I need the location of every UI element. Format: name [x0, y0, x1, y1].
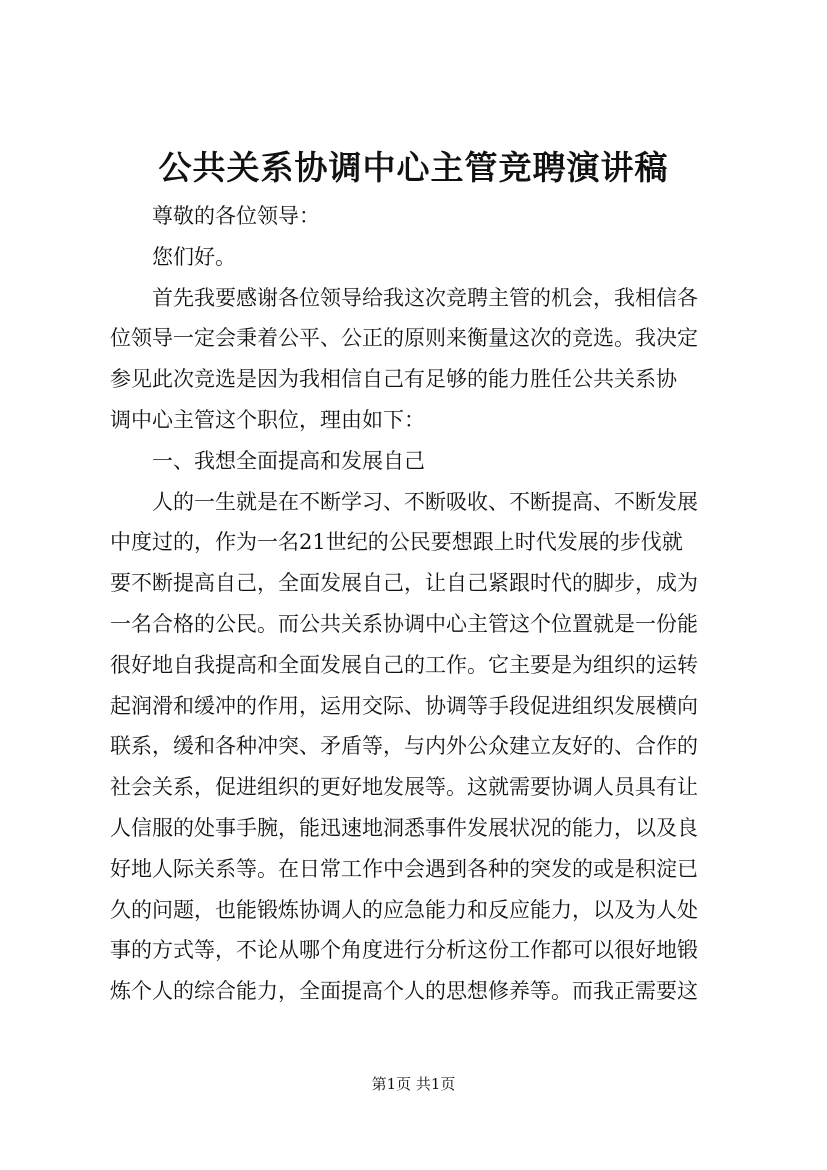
document-body	[110, 196, 722, 1012]
body-line: 尊敬的各位领导：	[152, 204, 320, 228]
section-heading: 一、我想全面提高和发展自己	[152, 448, 425, 473]
body-line: 位领导一定会秉着公平、公正的原则来衡量这次的竞选。我决定	[110, 326, 698, 351]
body-line: 联系，缓和各种冲突、矛盾等，与内外公众建立友好的、合作的	[110, 734, 698, 759]
body-line: 社会关系，促进组织的更好地发展等。这就需要协调人员具有让	[110, 775, 698, 800]
body-line: 要不断提高自己，全面发展自己，让自己紧跟时代的脚步，成为	[110, 571, 698, 596]
body-line: 很好地自我提高和全面发展自己的工作。它主要是为组织的运转	[110, 652, 698, 677]
body-line: 首先我要感谢各位领导给我这次竞聘主管的机会，我相信各	[152, 285, 698, 310]
body-line: 起润滑和缓冲的作用，运用交际、协调等手段促进组织发展横向	[110, 693, 698, 718]
body-line: 参见此次竞选是因为我相信自己有足够的能力胜任公共关系协	[110, 367, 677, 392]
body-line: 调中心主管这个职位，理由如下：	[110, 407, 425, 432]
body-line: 久的问题，也能锻炼协调人的应急能力和反应能力，以及为人处	[110, 897, 698, 922]
body-line: 好地人际关系等。在日常工作中会遇到各种的突发的或是积淀已	[110, 856, 698, 881]
body-line: 您们好。	[152, 244, 236, 269]
body-line: 中度过的，作为一名21世纪的公民要想跟上时代发展的步伐就	[110, 530, 683, 555]
body-line: 一名合格的公民。而公共关系协调中心主管这个位置就是一份能	[110, 611, 698, 636]
body-line: 炼个人的综合能力，全面提高个人的思想修养等。而我正需要这	[110, 979, 698, 1004]
page-number-footer: 第1页 共1页	[371, 1075, 456, 1093]
document-title: 公共关系协调中心主管竞聘演讲稿	[158, 148, 669, 187]
body-line: 事的方式等，不论从哪个角度进行分析这份工作都可以很好地锻	[110, 938, 698, 963]
body-line: 人的一生就是在不断学习、不断吸收、不断提高、不断发展	[152, 489, 698, 514]
body-line: 人信服的处事手腕，能迅速地洞悉事件发展状况的能力，以及良	[110, 815, 698, 840]
